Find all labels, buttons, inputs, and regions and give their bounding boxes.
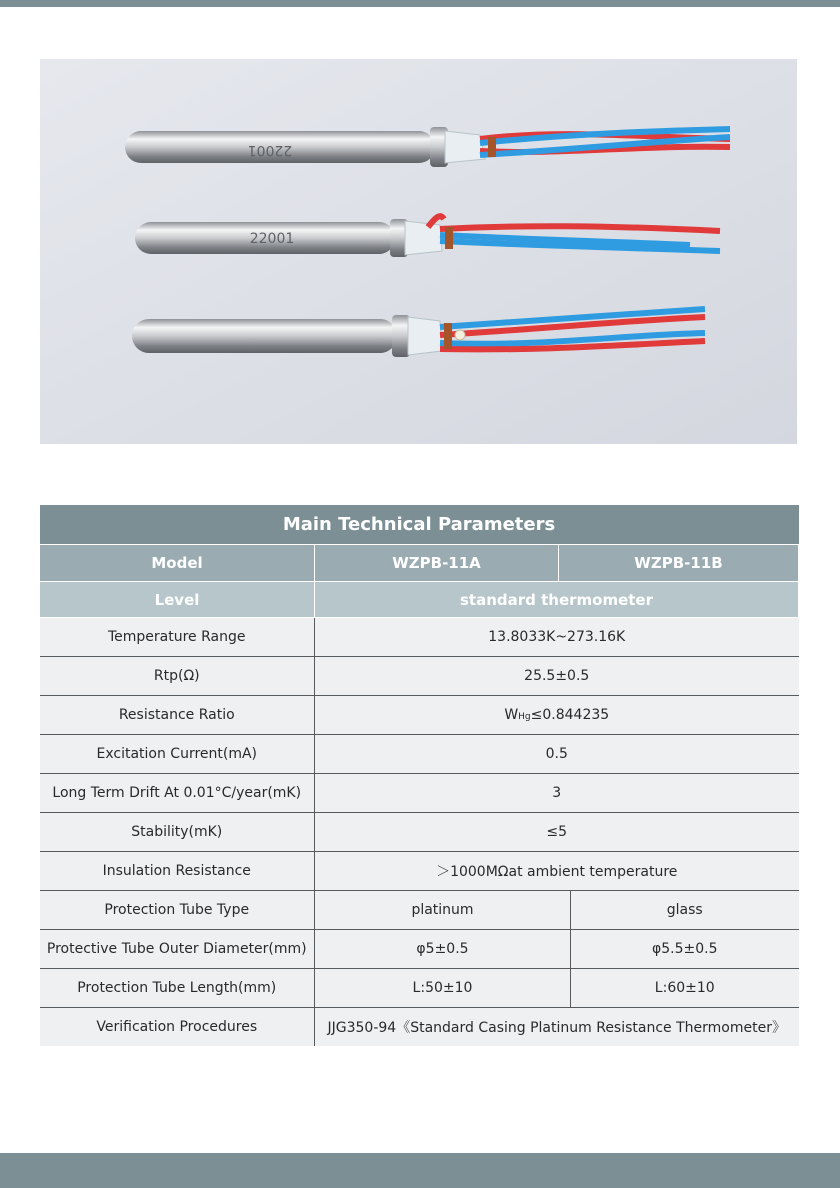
row-value-a: φ5±0.5	[315, 930, 571, 969]
row-label: Protection Tube Length(mm)	[40, 969, 315, 1008]
row-value-b: glass	[571, 891, 799, 930]
table-row	[40, 930, 799, 969]
row-value	[315, 696, 799, 735]
sensor-1-engraving: 22001	[247, 142, 293, 158]
value-suffix: ≤0.844235	[530, 707, 610, 723]
row-value: 0.5	[315, 735, 799, 774]
table-title: Main Technical Parameters	[40, 505, 799, 545]
level-value: standard thermometer	[315, 582, 799, 618]
row-label: Protection Tube Type	[40, 891, 315, 930]
value-prefix: W	[504, 707, 519, 723]
table-row	[40, 852, 799, 891]
model-label: Model	[40, 545, 315, 582]
row-label: Rtp(Ω)	[40, 657, 315, 696]
row-label: Protective Tube Outer Diameter(mm)	[40, 930, 315, 969]
table-row	[40, 969, 799, 1008]
row-label: Insulation Resistance	[40, 852, 315, 891]
table-row	[40, 735, 799, 774]
technical-parameters-table	[39, 505, 799, 1046]
row-value-a: L:50±10	[315, 969, 571, 1008]
row-value: 3	[315, 774, 799, 813]
row-value-a: platinum	[315, 891, 571, 930]
table-row	[40, 891, 799, 930]
sensor-2-engraving: 22001	[249, 231, 295, 247]
row-value: 25.5±0.5	[315, 657, 799, 696]
bottom-accent-bar	[0, 1153, 840, 1188]
thermometer-illustration	[40, 59, 797, 444]
row-value-b: φ5.5±0.5	[571, 930, 799, 969]
row-value: ≤5	[315, 813, 799, 852]
row-label: Temperature Range	[40, 618, 315, 657]
value-subscript: Hg	[518, 712, 531, 722]
row-label: Verification Procedures	[40, 1008, 315, 1047]
table-row	[40, 774, 799, 813]
table-row	[40, 813, 799, 852]
row-label: Excitation Current(mA)	[40, 735, 315, 774]
level-label: Level	[40, 582, 315, 618]
row-value: JJG350-94《Standard Casing Platinum Resistance Thermometer》	[315, 1008, 799, 1047]
table-row	[40, 696, 799, 735]
table-row	[40, 618, 799, 657]
row-label: Stability(mK)	[40, 813, 315, 852]
row-value-b: L:60±10	[571, 969, 799, 1008]
row-value: 13.8033K~273.16K	[315, 618, 799, 657]
table-row	[40, 657, 799, 696]
product-photo	[40, 59, 797, 444]
model-b: WZPB-11B	[559, 545, 799, 582]
row-value: ＞1000MΩat ambient temperature	[315, 852, 799, 891]
table-row	[40, 1008, 799, 1047]
top-accent-bar	[0, 0, 840, 7]
row-label: Long Term Drift At 0.01°C/year(mK)	[40, 774, 315, 813]
model-a: WZPB-11A	[315, 545, 559, 582]
row-label: Resistance Ratio	[40, 696, 315, 735]
